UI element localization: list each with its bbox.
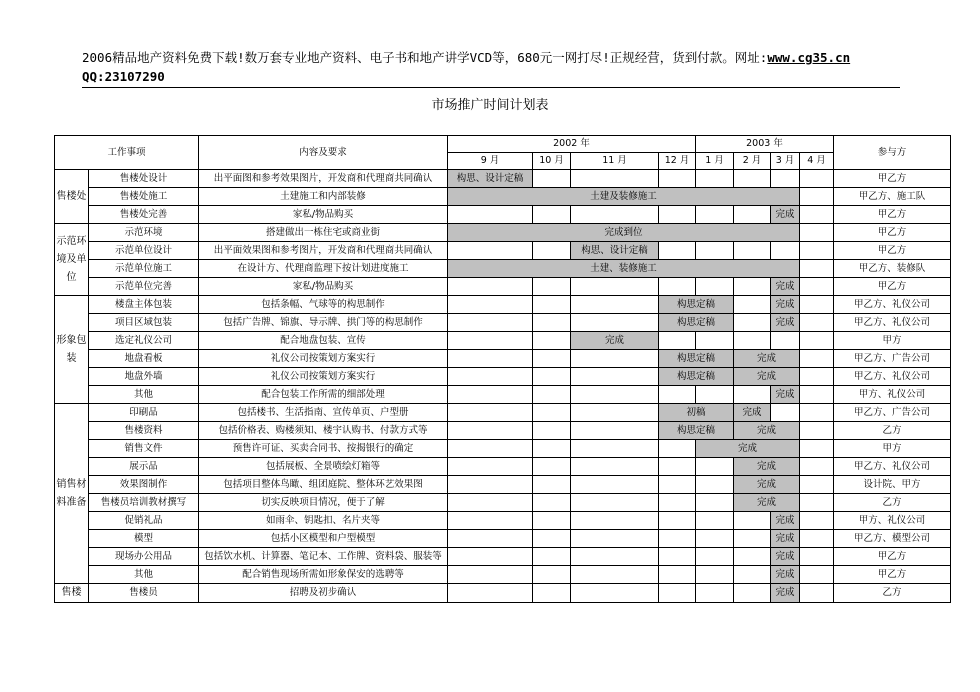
item-cell: 售楼处施工 [89, 188, 199, 206]
content-cell: 出平面效果图和参考图片，开发商和代理商共同确认 [199, 242, 448, 260]
party-cell: 甲乙方 [834, 548, 951, 566]
empty-month-cell [696, 170, 734, 188]
empty-month-cell [571, 404, 659, 422]
table-row [55, 548, 951, 566]
empty-month-cell [659, 476, 696, 494]
empty-month-cell [533, 242, 571, 260]
empty-month-cell [771, 242, 800, 260]
party-cell: 甲乙方 [834, 278, 951, 296]
table-row [55, 404, 951, 422]
empty-month-cell [448, 296, 533, 314]
empty-month-cell [533, 548, 571, 566]
empty-month-cell [696, 530, 734, 548]
timeline-bar: 完成 [734, 368, 800, 386]
empty-month-cell [800, 422, 834, 440]
empty-month-cell [571, 458, 659, 476]
party-cell: 乙方 [834, 494, 951, 512]
empty-month-cell [800, 548, 834, 566]
party-cell: 乙方 [834, 584, 951, 603]
year-2002-header: 2002 年 [448, 136, 696, 153]
empty-month-cell [533, 206, 571, 224]
empty-month-cell [696, 476, 734, 494]
empty-month-cell [448, 458, 533, 476]
party-cell: 甲乙方、模型公司 [834, 530, 951, 548]
empty-month-cell [448, 548, 533, 566]
empty-month-cell [696, 584, 734, 603]
category-cell: 示范环境及单位 [55, 224, 89, 296]
empty-month-cell [800, 332, 834, 350]
category-cell: 售楼 [55, 584, 89, 603]
empty-month-cell [800, 296, 834, 314]
empty-month-cell [800, 260, 834, 278]
empty-month-cell [659, 494, 696, 512]
item-cell: 示范单位设计 [89, 242, 199, 260]
item-cell: 示范单位施工 [89, 260, 199, 278]
content-cell: 家私/物品购买 [199, 278, 448, 296]
month-header: 2 月 [734, 153, 771, 170]
empty-month-cell [571, 584, 659, 603]
timeline-bar: 完成 [734, 494, 800, 512]
timeline-bar: 完成 [771, 584, 800, 603]
empty-month-cell [533, 278, 571, 296]
empty-month-cell [734, 332, 771, 350]
timeline-bar: 完成 [771, 566, 800, 584]
item-cell: 选定礼仪公司 [89, 332, 199, 350]
timeline-bar: 完成 [771, 530, 800, 548]
content-cell: 配合地盘包装、宣传 [199, 332, 448, 350]
empty-month-cell [448, 332, 533, 350]
empty-month-cell [734, 314, 771, 332]
content-cell: 包括广告牌、锦旗、导示牌、拱门等的构思制作 [199, 314, 448, 332]
empty-month-cell [659, 386, 696, 404]
empty-month-cell [734, 512, 771, 530]
month-header: 4 月 [800, 153, 834, 170]
timeline-bar: 土建及装修施工 [448, 188, 800, 206]
timeline-bar: 完成 [571, 332, 659, 350]
category-cell: 形象包装 [55, 296, 89, 404]
empty-month-cell [734, 548, 771, 566]
item-cell: 示范环境 [89, 224, 199, 242]
header-divider [82, 87, 900, 88]
month-header: 10 月 [533, 153, 571, 170]
content-cell: 招聘及初步确认 [199, 584, 448, 603]
empty-month-cell [448, 440, 533, 458]
content-cell: 如雨伞、钥匙扣、名片夹等 [199, 512, 448, 530]
empty-month-cell [696, 386, 734, 404]
col-content-header: 内容及要求 [199, 136, 448, 170]
page-title: 市场推广时间计划表 [431, 98, 549, 113]
timeline-bar: 完成到位 [448, 224, 800, 242]
table-row [55, 476, 951, 494]
empty-month-cell [448, 278, 533, 296]
empty-month-cell [771, 404, 800, 422]
item-cell: 展示品 [89, 458, 199, 476]
empty-month-cell [448, 368, 533, 386]
table-row [55, 422, 951, 440]
timeline-bar: 构思定稿 [659, 350, 734, 368]
empty-month-cell [533, 458, 571, 476]
party-cell: 设计院、甲方 [834, 476, 951, 494]
empty-month-cell [533, 314, 571, 332]
col-party-header: 参与方 [834, 136, 951, 170]
empty-month-cell [696, 278, 734, 296]
empty-month-cell [533, 350, 571, 368]
month-header: 9 月 [448, 153, 533, 170]
empty-month-cell [800, 530, 834, 548]
table-row [55, 170, 951, 188]
empty-month-cell [800, 584, 834, 603]
content-cell: 切实反映项目情况，便于了解 [199, 494, 448, 512]
empty-month-cell [771, 332, 800, 350]
empty-month-cell [696, 548, 734, 566]
empty-month-cell [448, 566, 533, 584]
party-cell: 甲乙方 [834, 206, 951, 224]
party-cell: 乙方 [834, 422, 951, 440]
table-row [55, 296, 951, 314]
table-row [55, 440, 951, 458]
empty-month-cell [571, 422, 659, 440]
empty-month-cell [571, 206, 659, 224]
item-cell: 楼盘主体包装 [89, 296, 199, 314]
party-cell: 甲乙方、装修队 [834, 260, 951, 278]
timeline-bar: 完成 [734, 476, 800, 494]
empty-month-cell [571, 512, 659, 530]
content-cell: 家私/物品购买 [199, 206, 448, 224]
empty-month-cell [800, 206, 834, 224]
content-cell: 预售许可证、买卖合同书、按揭银行的确定 [199, 440, 448, 458]
party-cell: 甲乙方 [834, 566, 951, 584]
empty-month-cell [448, 314, 533, 332]
timeline-bar: 土建、装修施工 [448, 260, 800, 278]
table-row [55, 512, 951, 530]
empty-month-cell [800, 170, 834, 188]
empty-month-cell [448, 404, 533, 422]
page-header [82, 48, 902, 86]
timeline-bar: 完成 [771, 512, 800, 530]
item-cell: 售楼处设计 [89, 170, 199, 188]
timeline-bar: 构思定稿 [659, 368, 734, 386]
item-cell: 示范单位完善 [89, 278, 199, 296]
year-2003-header: 2003 年 [696, 136, 834, 153]
empty-month-cell [571, 170, 659, 188]
empty-month-cell [734, 566, 771, 584]
timeline-bar: 完成 [734, 422, 800, 440]
empty-month-cell [533, 368, 571, 386]
table-row [55, 584, 951, 603]
empty-month-cell [533, 530, 571, 548]
col-work-header: 工作事项 [55, 136, 199, 170]
timeline-bar: 初稿 [659, 404, 734, 422]
empty-month-cell [696, 458, 734, 476]
timeline-bar: 构思定稿 [659, 314, 734, 332]
table-row [55, 386, 951, 404]
timeline-bar: 完成 [734, 350, 800, 368]
empty-month-cell [571, 386, 659, 404]
empty-month-cell [659, 584, 696, 603]
empty-month-cell [771, 170, 800, 188]
empty-month-cell [800, 404, 834, 422]
empty-month-cell [571, 494, 659, 512]
empty-month-cell [533, 584, 571, 603]
timeline-bar: 完成 [696, 440, 800, 458]
empty-month-cell [571, 530, 659, 548]
empty-month-cell [734, 278, 771, 296]
content-cell: 包括展板、全景喷绘灯箱等 [199, 458, 448, 476]
empty-month-cell [571, 314, 659, 332]
empty-month-cell [734, 296, 771, 314]
empty-month-cell [696, 332, 734, 350]
item-cell: 售楼处完善 [89, 206, 199, 224]
empty-month-cell [533, 170, 571, 188]
content-cell: 礼仪公司按策划方案实行 [199, 368, 448, 386]
timeline-bar: 完成 [771, 278, 800, 296]
empty-month-cell [800, 566, 834, 584]
empty-month-cell [800, 278, 834, 296]
empty-month-cell [734, 206, 771, 224]
item-cell: 现场办公用品 [89, 548, 199, 566]
table-body [55, 170, 951, 603]
item-cell: 其他 [89, 566, 199, 584]
item-cell: 售楼资料 [89, 422, 199, 440]
empty-month-cell [659, 548, 696, 566]
table-row [55, 494, 951, 512]
empty-month-cell [571, 296, 659, 314]
item-cell: 项目区域包装 [89, 314, 199, 332]
header-row-years [55, 136, 951, 153]
table-row [55, 368, 951, 386]
category-cell: 售楼处 [55, 170, 89, 224]
empty-month-cell [533, 476, 571, 494]
timeline-bar: 构思、设计定稿 [571, 242, 659, 260]
empty-month-cell [448, 422, 533, 440]
party-cell: 甲乙方 [834, 170, 951, 188]
table-row [55, 566, 951, 584]
empty-month-cell [800, 224, 834, 242]
table-row [55, 242, 951, 260]
empty-month-cell [448, 386, 533, 404]
party-cell: 甲方、礼仪公司 [834, 386, 951, 404]
table-row [55, 206, 951, 224]
table-row [55, 458, 951, 476]
empty-month-cell [533, 566, 571, 584]
timeline-bar: 构思、设计定稿 [448, 170, 533, 188]
empty-month-cell [800, 440, 834, 458]
party-cell: 甲乙方、礼仪公司 [834, 296, 951, 314]
table-row [55, 224, 951, 242]
party-cell: 甲乙方、礼仪公司 [834, 368, 951, 386]
month-header: 3 月 [771, 153, 800, 170]
empty-month-cell [734, 530, 771, 548]
item-cell: 其他 [89, 386, 199, 404]
table-row [55, 260, 951, 278]
empty-month-cell [448, 494, 533, 512]
empty-month-cell [659, 512, 696, 530]
empty-month-cell [533, 296, 571, 314]
empty-month-cell [696, 512, 734, 530]
table-row [55, 314, 951, 332]
timeline-bar: 完成 [771, 548, 800, 566]
header-line [82, 48, 902, 67]
empty-month-cell [734, 242, 771, 260]
party-cell: 甲乙方、广告公司 [834, 404, 951, 422]
empty-month-cell [659, 458, 696, 476]
content-cell: 在设计方、代理商监理下按计划进度施工 [199, 260, 448, 278]
content-cell: 包括条幅、气球等的构思制作 [199, 296, 448, 314]
item-cell: 销售文件 [89, 440, 199, 458]
timeline-bar: 完成 [771, 386, 800, 404]
empty-month-cell [448, 530, 533, 548]
party-cell: 甲乙方 [834, 224, 951, 242]
item-cell: 地盘看板 [89, 350, 199, 368]
party-cell: 甲方 [834, 332, 951, 350]
content-cell: 配合销售现场所需如形象保安的选聘等 [199, 566, 448, 584]
content-cell: 搭建做出一栋住宅或商业街 [199, 224, 448, 242]
content-cell: 包括项目整体鸟瞰、组团庭院、整体环艺效果图 [199, 476, 448, 494]
empty-month-cell [571, 440, 659, 458]
content-cell: 出平面图和参考效果图片，开发商和代理商共同确认 [199, 170, 448, 188]
empty-month-cell [800, 458, 834, 476]
empty-month-cell [800, 242, 834, 260]
empty-month-cell [533, 332, 571, 350]
empty-month-cell [571, 278, 659, 296]
table-row [55, 188, 951, 206]
empty-month-cell [659, 332, 696, 350]
party-cell: 甲乙方、礼仪公司 [834, 458, 951, 476]
empty-month-cell [696, 242, 734, 260]
party-cell: 甲乙方、礼仪公司 [834, 314, 951, 332]
party-cell: 甲方、礼仪公司 [834, 512, 951, 530]
content-cell: 包括价格表、购楼须知、楼宇认购书、付款方式等 [199, 422, 448, 440]
empty-month-cell [800, 386, 834, 404]
empty-month-cell [571, 476, 659, 494]
table-row [55, 350, 951, 368]
empty-month-cell [696, 206, 734, 224]
timeline-bar: 完成 [771, 206, 800, 224]
empty-month-cell [659, 242, 696, 260]
empty-month-cell [800, 188, 834, 206]
party-cell: 甲乙方、施工队 [834, 188, 951, 206]
empty-month-cell [533, 512, 571, 530]
empty-month-cell [571, 548, 659, 566]
content-cell: 包括楼书、生活指南、宣传单页、户型册 [199, 404, 448, 422]
empty-month-cell [448, 350, 533, 368]
timeline-bar: 完成 [771, 296, 800, 314]
empty-month-cell [734, 584, 771, 603]
item-cell: 促销礼品 [89, 512, 199, 530]
empty-month-cell [448, 512, 533, 530]
empty-month-cell [571, 350, 659, 368]
schedule-table [54, 135, 951, 603]
empty-month-cell [533, 440, 571, 458]
header-text: 2006精品地产资料免费下载!数万套专业地产资料、电子书和地产讲学VCD等，680元一网打尽!正规经营，货到付款。网址: [82, 50, 768, 65]
content-cell: 土建施工和内部装修 [199, 188, 448, 206]
header-url-link[interactable]: www.cg35.cn [767, 50, 851, 65]
empty-month-cell [800, 314, 834, 332]
timeline-bar: 完成 [734, 458, 800, 476]
header-qq: QQ:23107290 [82, 69, 165, 84]
empty-month-cell [800, 494, 834, 512]
table-header [55, 136, 951, 170]
party-cell: 甲乙方 [834, 242, 951, 260]
content-cell: 配合包装工作所需的细部处理 [199, 386, 448, 404]
month-header: 1 月 [696, 153, 734, 170]
empty-month-cell [533, 494, 571, 512]
empty-month-cell [448, 476, 533, 494]
empty-month-cell [659, 206, 696, 224]
empty-month-cell [448, 206, 533, 224]
timeline-bar: 完成 [771, 314, 800, 332]
empty-month-cell [533, 422, 571, 440]
empty-month-cell [800, 350, 834, 368]
empty-month-cell [800, 368, 834, 386]
empty-month-cell [533, 404, 571, 422]
empty-month-cell [448, 584, 533, 603]
empty-month-cell [659, 440, 696, 458]
empty-month-cell [571, 368, 659, 386]
empty-month-cell [659, 566, 696, 584]
table-row [55, 530, 951, 548]
month-header: 11 月 [571, 153, 659, 170]
empty-month-cell [448, 242, 533, 260]
content-cell: 包括饮水机、计算器、笔记本、工作牌、资料袋、服装等 [199, 548, 448, 566]
timeline-bar: 完成 [734, 404, 771, 422]
empty-month-cell [800, 476, 834, 494]
item-cell: 效果图制作 [89, 476, 199, 494]
category-cell: 销售材料准备 [55, 404, 89, 584]
empty-month-cell [659, 170, 696, 188]
item-cell: 售楼员培训教材撰写 [89, 494, 199, 512]
party-cell: 甲方 [834, 440, 951, 458]
timeline-bar: 构思定稿 [659, 296, 734, 314]
empty-month-cell [696, 566, 734, 584]
item-cell: 印刷品 [89, 404, 199, 422]
timeline-bar: 构思定稿 [659, 422, 734, 440]
item-cell: 地盘外墙 [89, 368, 199, 386]
empty-month-cell [659, 530, 696, 548]
empty-month-cell [659, 278, 696, 296]
table-row [55, 332, 951, 350]
empty-month-cell [734, 170, 771, 188]
empty-month-cell [800, 512, 834, 530]
empty-month-cell [571, 566, 659, 584]
empty-month-cell [734, 386, 771, 404]
item-cell: 售楼员 [89, 584, 199, 603]
party-cell: 甲乙方、广告公司 [834, 350, 951, 368]
empty-month-cell [696, 494, 734, 512]
item-cell: 模型 [89, 530, 199, 548]
content-cell: 礼仪公司按策划方案实行 [199, 350, 448, 368]
month-header: 12 月 [659, 153, 696, 170]
content-cell: 包括小区模型和户型模型 [199, 530, 448, 548]
table-row [55, 278, 951, 296]
empty-month-cell [533, 386, 571, 404]
